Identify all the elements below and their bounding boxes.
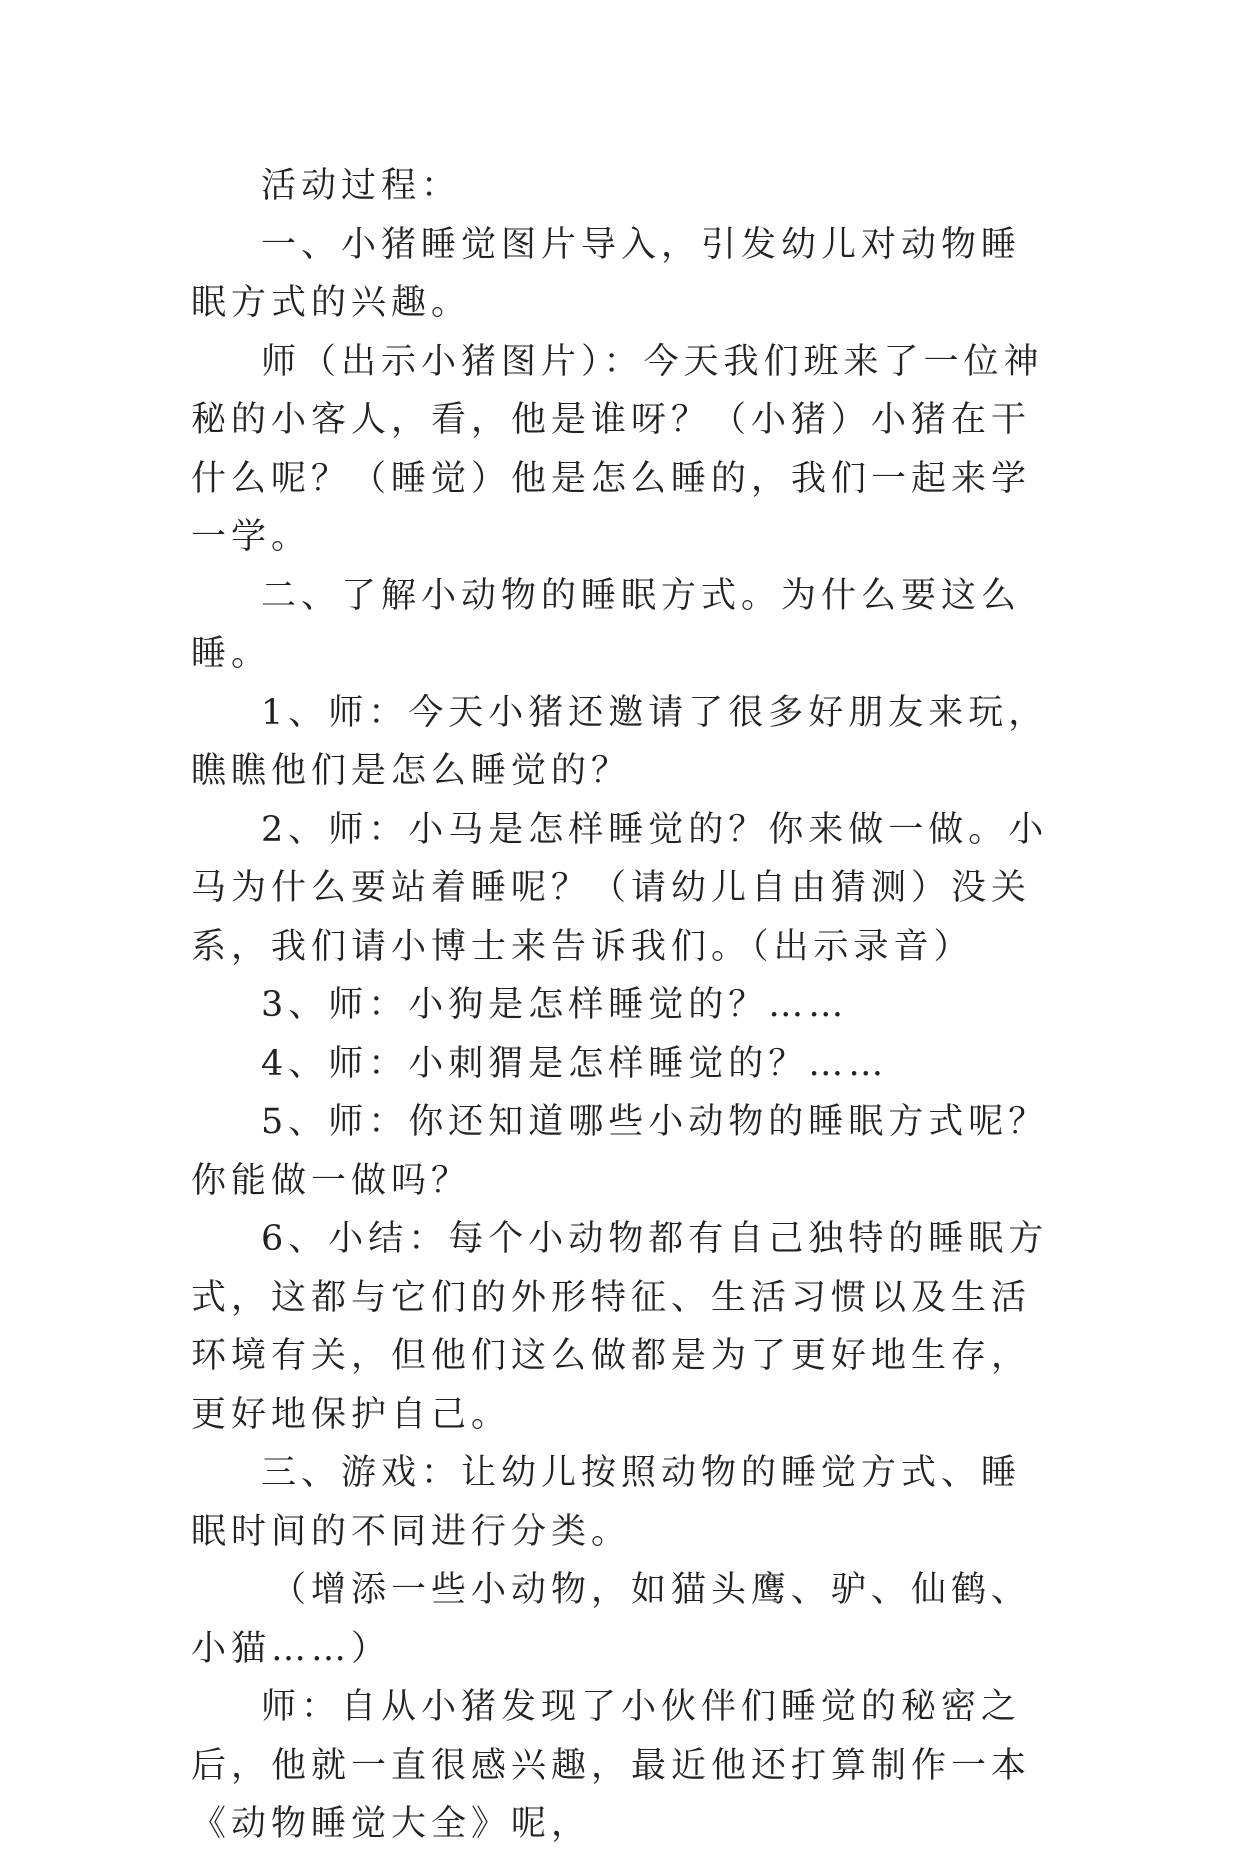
paragraph: 师（出示小猪图片）：今天我们班来了一位神秘的小客人，看，他是谁呀？（小猪）小猪在干什么呢？（睡觉）他是怎么睡的，我们一起来学一学。: [191, 341, 1044, 557]
paragraph: （增添一些小动物，如猫头鹰、驴、仙鹤、小猫……）: [191, 1570, 1032, 1669]
paragraph: 三、游戏：让幼儿按照动物的睡觉方式、睡眠时间的不同进行分类。: [191, 1453, 1022, 1552]
paragraph: 6、小结：每个小动物都有自己独特的睡眠方式，这都与它们的外形特征、生活习惯以及生活环境有关，但他们这么做都是为了更好地生存，更好地保护自己。: [191, 1219, 1049, 1435]
paragraph: 4、师：小刺猬是怎样睡觉的？……: [261, 1043, 889, 1084]
paragraph: 二、了解小动物的睡眠方式。为什么要这么睡。: [191, 575, 1022, 674]
paragraph: 一、小猪睡觉图片导入，引发幼儿对动物睡眠方式的兴趣。: [191, 224, 1022, 323]
paragraph: 3、师：小狗是怎样睡觉的？……: [261, 985, 849, 1025]
paragraph: 2、师：小马是怎样睡觉的？你来做一做。小马为什么要站着睡呢？（请幼儿自由猜测）没关系，我们请小博士来告诉我们。（出示录音）: [191, 809, 1049, 967]
paragraph: 师：自从小猪发现了小伙伴们睡觉的秘密之后，他就一直很感兴趣，最近他还打算制作一本《动物睡觉大全》呢，: [191, 1687, 1032, 1844]
section-heading-activity-process: 活动过程：: [261, 166, 462, 206]
paragraph: 5、师：你还知道哪些小动物的睡眠方式呢？你能做一做吗？: [191, 1102, 1049, 1201]
paragraph: 1、师：今天小猪还邀请了很多好朋友来玩，瞧瞧他们是怎么睡觉的？: [191, 692, 1049, 791]
document-body: [191, 157, 1051, 1854]
